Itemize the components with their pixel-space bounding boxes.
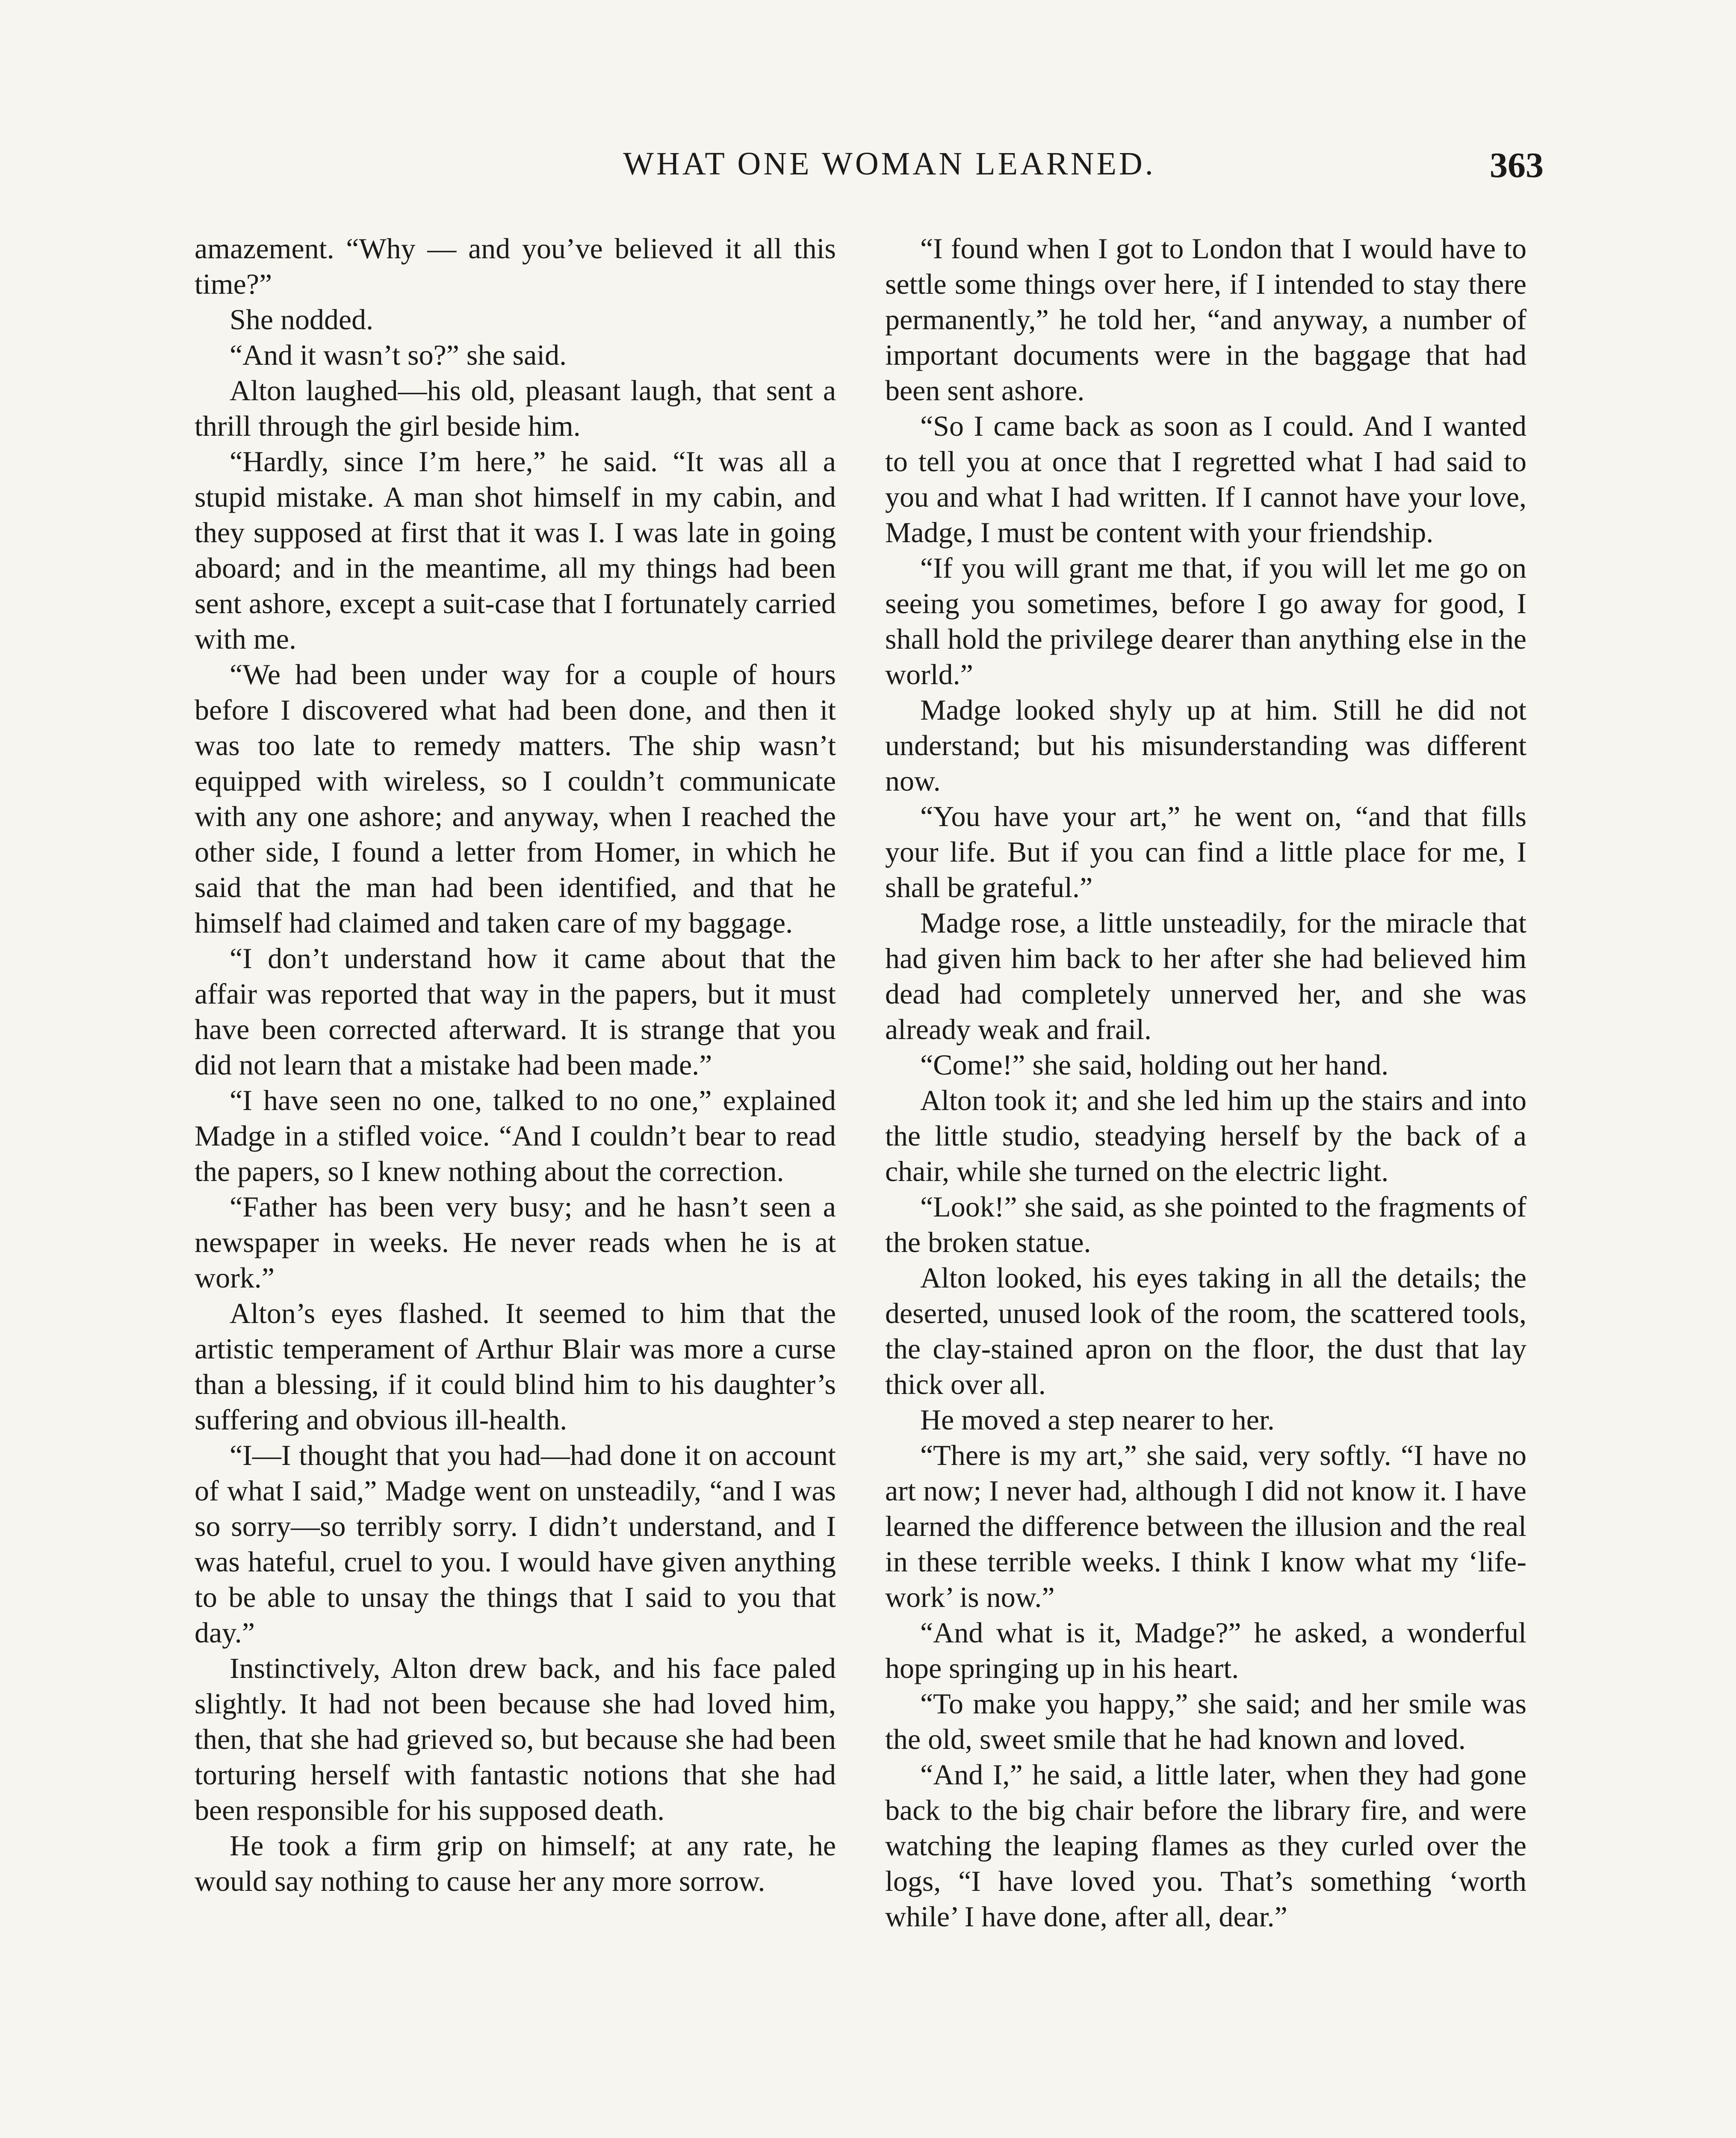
- paragraph: Alton laughed—his old, pleasant laugh, that sent a thrill through the girl beside him.: [195, 374, 836, 442]
- paragraph: “I—I thought that you had—had done it on account of what I said,” Madge went on unsteadily, “and I was so sorry—so terribly sorry. I didn’t understand, and I was hateful, cruel to you. I would have given anything to be able to unsay the things that I said to you that day.”: [195, 1439, 836, 1649]
- paragraph: “If you will grant me that, if you will let me go on seeing you sometimes, before I go away for good, I shall hold the privilege dearer than anything else in the world.”: [885, 552, 1526, 691]
- paragraph: “Look!” she said, as she pointed to the fragments of the broken statue.: [885, 1190, 1526, 1258]
- paragraph: Alton’s eyes flashed. It seemed to him that the artistic temperament of Arthur Blair was more a curse than a blessing, if it could blind him to his daughter’s suffering and obvious ill-health.: [195, 1297, 836, 1436]
- paragraph: “To make you happy,” she said; and her smile was the old, sweet smile that he had known and loved.: [885, 1687, 1526, 1755]
- paragraph: “I found when I got to London that I would have to settle some things over here, if I intended to stay there permanently,” he told her, “and anyway, a number of important documents were in the baggage that had been sent ashore.: [885, 232, 1526, 407]
- paragraph: He took a firm grip on himself; at any rate, he would say nothing to cause her any more sorrow.: [195, 1829, 836, 1897]
- paragraph: Alton took it; and she led him up the stairs and into the little studio, steadying herself by the back of a chair, while she turned on the electric light.: [885, 1084, 1526, 1187]
- paragraph: “Father has been very busy; and he hasn’t seen a newspaper in weeks. He never reads when he is at work.”: [195, 1190, 836, 1294]
- paragraph: He moved a step nearer to her.: [920, 1403, 1275, 1436]
- paragraph: Madge rose, a little unsteadily, for the miracle that had given him back to her after she had believed him dead had completely unnerved her, and she was already weak and frail.: [885, 907, 1526, 1045]
- right-column: [885, 231, 1526, 1934]
- paragraph: “There is my art,” she said, very softly. “I have no art now; I never had, although I did not know it. I have learned the difference between the illusion and the real in these terrible weeks. I think I know what my ‘life-work’ is now.”: [885, 1439, 1526, 1613]
- left-column: [195, 231, 836, 1899]
- paragraph: “We had been under way for a couple of hours before I discovered what had been done, and then it was too late to remedy matters. The ship wasn’t equipped with wireless, so I couldn’t communicate with any one ashore; and anyway, when I reached the other side, I found a letter from Homer, in which he said that the man had been identified, and that he himself had claimed and taken care of my baggage.: [195, 658, 836, 939]
- paragraph: Madge looked shyly up at him. Still he did not understand; but his misunderstanding was different now.: [885, 694, 1526, 797]
- paragraph: Instinctively, Alton drew back, and his face paled slightly. It had not been because she had loved him, then, that she had grieved so, but because she had been torturing herself with fantastic notions that she had been responsible for his supposed death.: [195, 1652, 836, 1826]
- paragraph: “And I,” he said, a little later, when they had gone back to the big chair before the library fire, and were watching the leaping flames as they curled over the logs, “I have loved you. That’s something ‘worth while’ I have done, after all, dear.”: [885, 1758, 1526, 1933]
- paragraph: “Hardly, since I’m here,” he said. “It was all a stupid mistake. A man shot himself in my cabin, and they supposed at first that it was I. I was late in going aboard; and in the meantime, all my things had been sent ashore, except a suit-case that I fortunately carried with me.: [195, 445, 836, 655]
- page-number: 363: [1490, 145, 1544, 185]
- paragraph: “I have seen no one, talked to no one,” explained Madge in a stifled voice. “And I couldn’t bear to read the papers, so I knew nothing about the correction.: [195, 1084, 836, 1187]
- paragraph: “Come!” she said, holding out her hand.: [920, 1048, 1389, 1081]
- paragraph: “So I came back as soon as I could. And I wanted to tell you at once that I regretted what I had said to you and what I had written. If I cannot have your love, Madge, I must be content with your friendship.: [885, 410, 1526, 549]
- paragraph: “And it wasn’t so?” she said.: [230, 339, 567, 371]
- paragraph: amazement. “Why — and you’ve believed it all this time?”: [195, 232, 836, 300]
- paragraph: She nodded.: [230, 303, 374, 336]
- running-head: WHAT ONE WOMAN LEARNED.: [623, 146, 1156, 182]
- paragraph: Alton looked, his eyes taking in all the details; the deserted, unused look of the room, the scattered tools, the clay-stained apron on the floor, the dust that lay thick over all.: [885, 1261, 1526, 1400]
- paragraph: “I don’t understand how it came about that the affair was reported that way in the papers, but it must have been corrected afterward. It is strange that you did not learn that a mistake had been made.”: [195, 942, 836, 1081]
- paragraph: “You have your art,” he went on, “and that fills your life. But if you can find a little place for me, I shall be grateful.”: [885, 800, 1526, 904]
- paragraph: “And what is it, Madge?” he asked, a wonderful hope springing up in his heart.: [885, 1616, 1526, 1684]
